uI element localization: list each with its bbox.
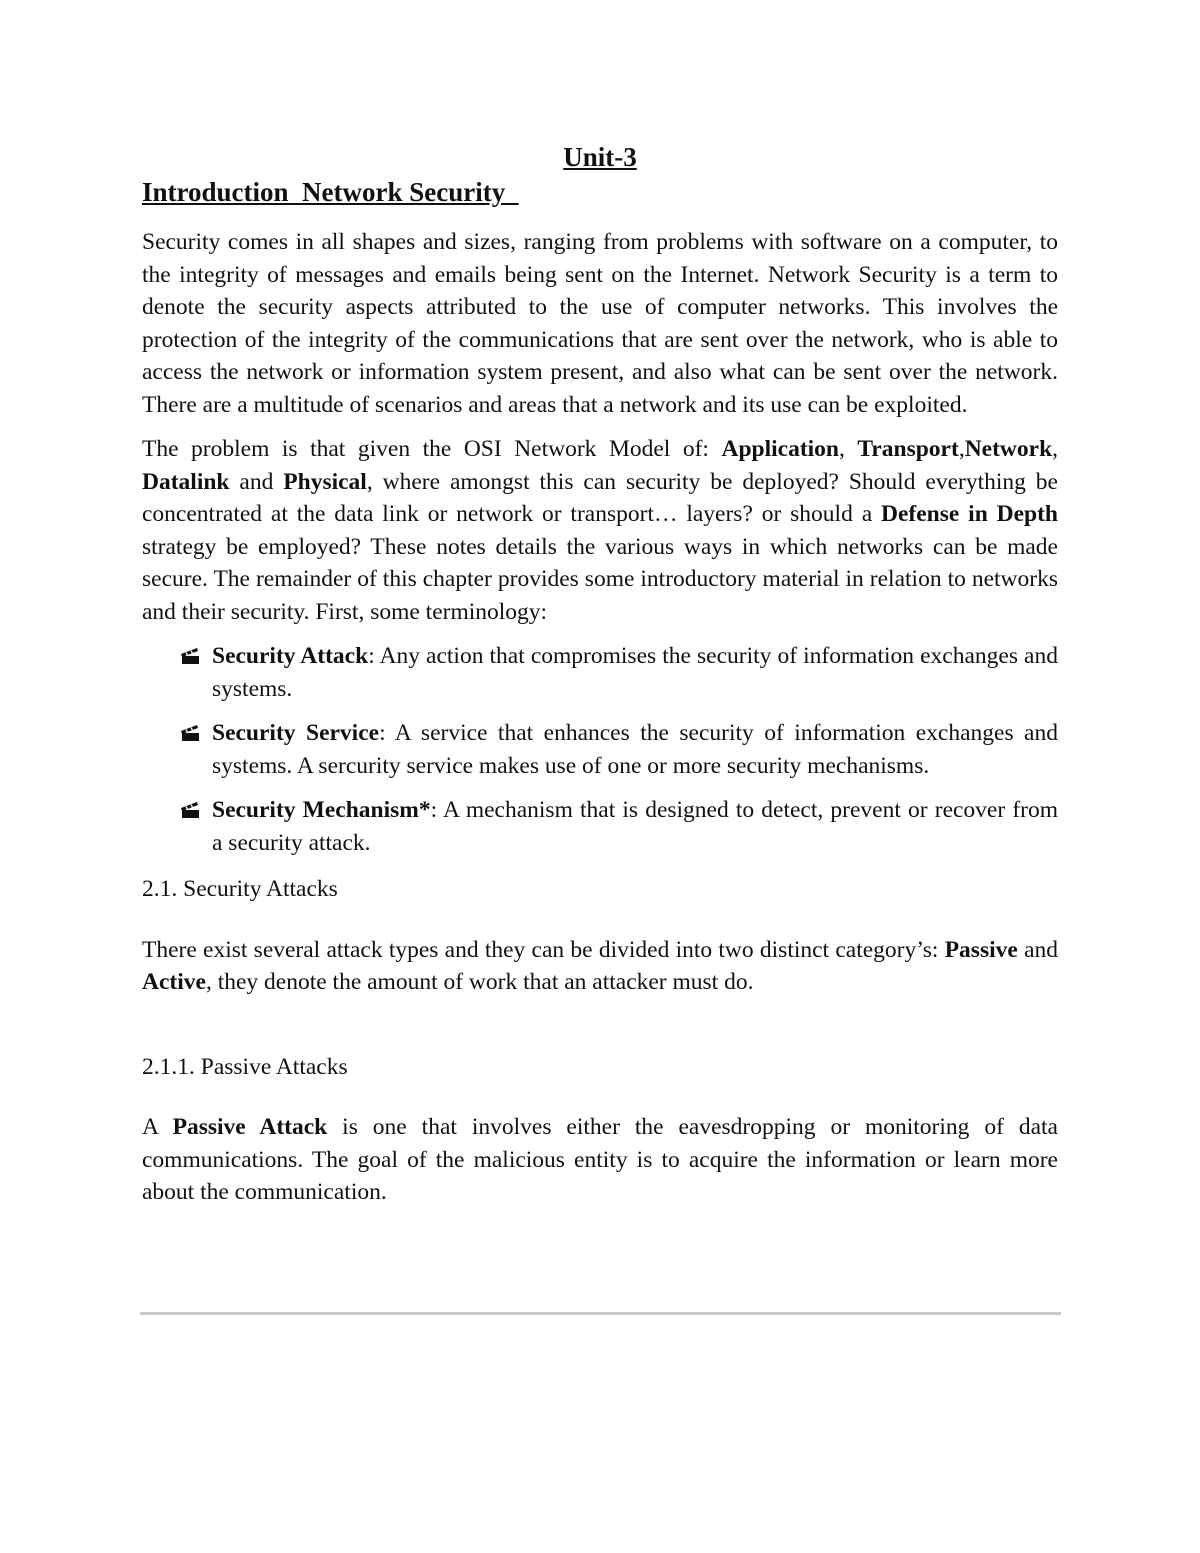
attacks-paragraph: There exist several attack types and they can be divided into two distinct category’s: Passive and Active, they denote the amount of work that an attacker must do.	[142, 936, 1058, 995]
osi-application: Application	[721, 436, 839, 462]
list-item	[212, 717, 1058, 782]
term-definition: : A service that enhances the security of information exchanges and systems. A sercurity service makes use of one or more security mechanisms.	[212, 720, 1058, 779]
osi-paragraph: The problem is that given the OSI Network Model of: Application, Transport,Network, Datalink and Physical, where amongst this can security be deployed? Should everything be concentrated at the data link or network or transport… layers? or should a Defense in Depth strategy be employed? These notes details the various ways in which networks can be made secure. The remainder of this chapter provides some introductory material in relation to networks and their security. First, some terminology:	[142, 436, 1059, 625]
passive-paragraph: A Passive Attack is one that involves either the eavesdropping or monitoring of data communications. The goal of the malicious entity is to acquire the information or learn more about the communication.	[142, 1114, 1058, 1205]
list-item	[212, 640, 1058, 705]
clapperboard-icon	[181, 648, 200, 665]
defense-in-depth: Defense in Depth	[881, 501, 1058, 527]
osi-network: Network	[964, 436, 1053, 462]
clapperboard-icon	[181, 725, 200, 742]
term-label: Security Mechanism*	[212, 797, 431, 823]
page-title: Introduction Network Security	[142, 177, 519, 207]
passive-attack-term: Passive Attack	[172, 1114, 328, 1140]
osi-text-2: , where amongst this can security be deployed? Should everything be concentrated at the data link or network or transport… layers? or should a	[142, 468, 1058, 527]
term-definition: : A mechanism that is designed to detect, prevent or recover from a security attack.	[212, 797, 1059, 856]
osi-datalink: Datalink	[142, 468, 230, 495]
unit-title: Unit-3	[563, 142, 637, 172]
term-label: Security Attack	[212, 643, 369, 669]
passive-label: Passive	[944, 936, 1018, 963]
list-item	[212, 794, 1058, 859]
section-heading-passive-attacks: 2.1.1. Passive Attacks	[142, 1053, 348, 1080]
terminology-list	[142, 640, 1058, 859]
page-divider	[140, 1312, 1061, 1315]
intro-paragraph: Security comes in all shapes and sizes, ranging from problems with software on a computer, to the integrity of messages and emails being sent on the Internet. Network Security is a term to denote the security aspects attributed to the use of computer networks. This involves the protection of the integrity of the communications that are sent over the network, who is able to access the network or information system present, and also what can be sent over the network. There are a multitude of scenarios and areas that a network and its use can be exploited.	[142, 229, 1058, 418]
section-heading-security-attacks: 2.1. Security Attacks	[142, 876, 338, 902]
term-label: Security Service	[212, 720, 380, 746]
document-page	[142, 140, 1058, 1209]
osi-transport: Transport	[857, 436, 959, 462]
clapperboard-icon	[181, 802, 200, 819]
active-label: Active	[142, 969, 206, 995]
osi-text-3: strategy be employed? These notes details the various ways in which networks can be made secure. The remainder of this chapter provides some introductory material in relation to networks and their security. First, some terminology:	[142, 533, 1058, 625]
osi-physical: Physical	[283, 468, 367, 495]
term-definition: : Any action that compromises the security of information exchanges and systems.	[212, 643, 1058, 702]
osi-text-1: The problem is that given the OSI Network Model of:	[142, 436, 722, 462]
